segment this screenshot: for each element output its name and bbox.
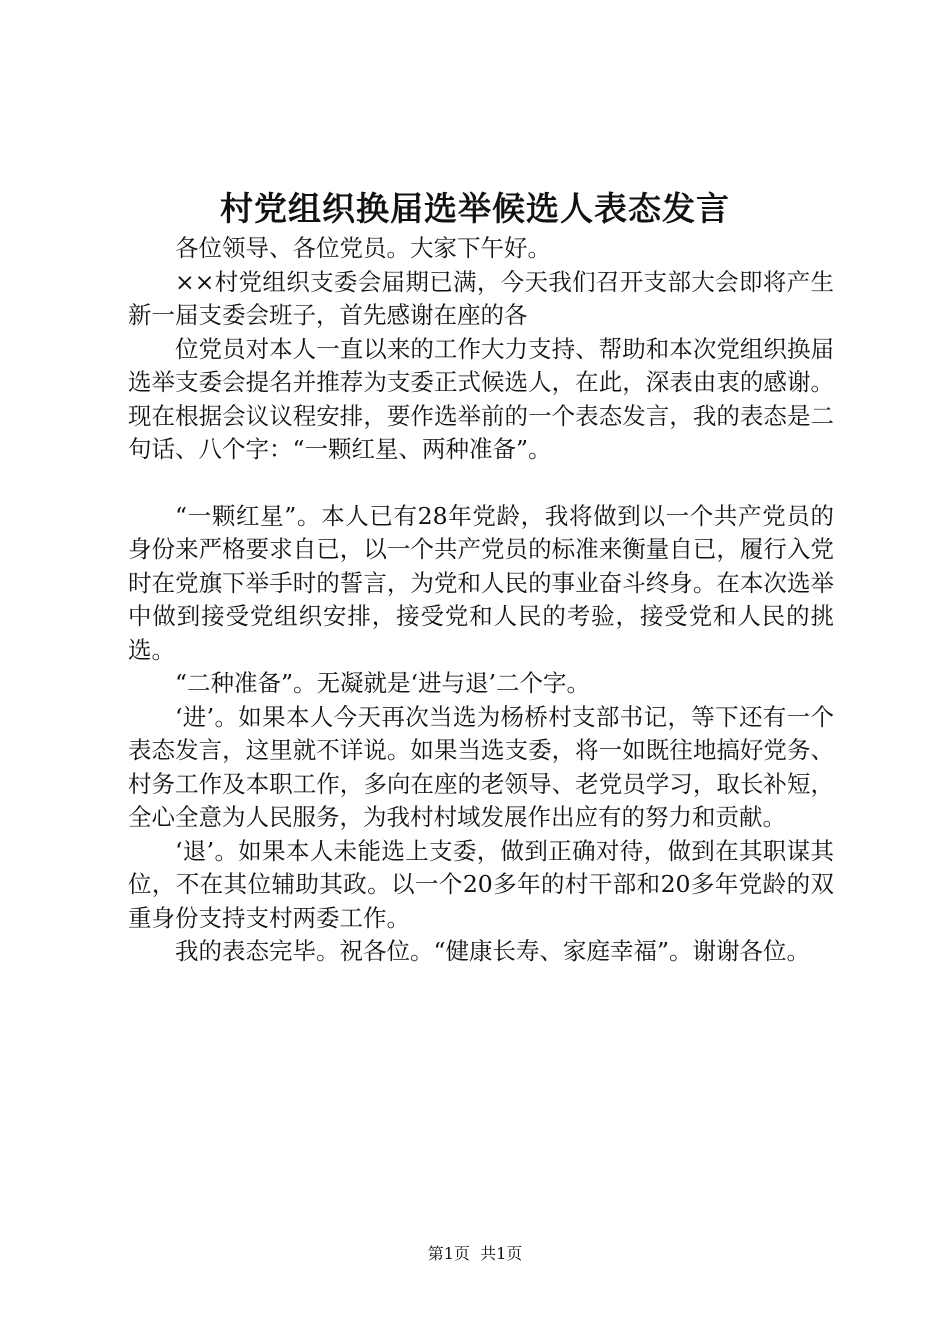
document-body xyxy=(128,232,834,969)
paragraph-intro: ××村党组织支委会届期已满，今天我们召开支部大会即将产生新一届支委会班子，首先感谢在座的各 xyxy=(128,267,834,329)
paragraph-two-preparations: “二种准备”。无凝就是‘进与退’二个字。 xyxy=(175,669,590,697)
paragraph-thanks: 位党员对本人一直以来的工作大力支持、帮助和本次党组织换届选举支委会提名并推荐为支委正式候选人，在此，深表由衷的感谢。现在根据会议议程安排，要作选举前的一个表态发言，我的表态是二句话、八个字：“一颗红星、两种准备”。 xyxy=(128,334,834,463)
document-title: 村党组织换届选举候选人表态发言 xyxy=(220,189,730,228)
paragraph-advance: ‘进’。如果本人今天再次当选为杨桥村支部书记，等下还有一个表态发言，这里就不详说。如果当选支委，将一如既往地搞好党务、村务工作及本职工作，多向在座的老领导、老党员学习，取长补短，全心全意为人民服务，为我村村域发展作出应有的努力和贡献。 xyxy=(128,702,834,831)
paragraph-greeting: 各位领导、各位党员。大家下午好。 xyxy=(175,234,551,262)
paragraph-red-star: “一颗红星”。本人已有28年党龄，我将做到以一个共产党员的身份来严格要求自已，以一个共产党员的标准来衡量自已，履行入党时在党旗下举手时的誓言，为党和人民的事业奋斗终身。在本次选举中做到接受党组织安排，接受党和人民的考验，接受党和人民的挑选。 xyxy=(128,501,834,664)
paragraph-closing: 我的表态完毕。祝各位。“健康长寿、家庭幸福”。谢谢各位。 xyxy=(175,937,811,965)
page-number-footer: 第1页 共1页 xyxy=(427,1244,523,1263)
paragraph-retreat: ‘退’。如果本人未能选上支委，做到正确对待，做到在其职谋其位，不在其位辅助其政。以一个20多年的村干部和20多年党龄的双重身份支持支村两委工作。 xyxy=(128,836,834,932)
